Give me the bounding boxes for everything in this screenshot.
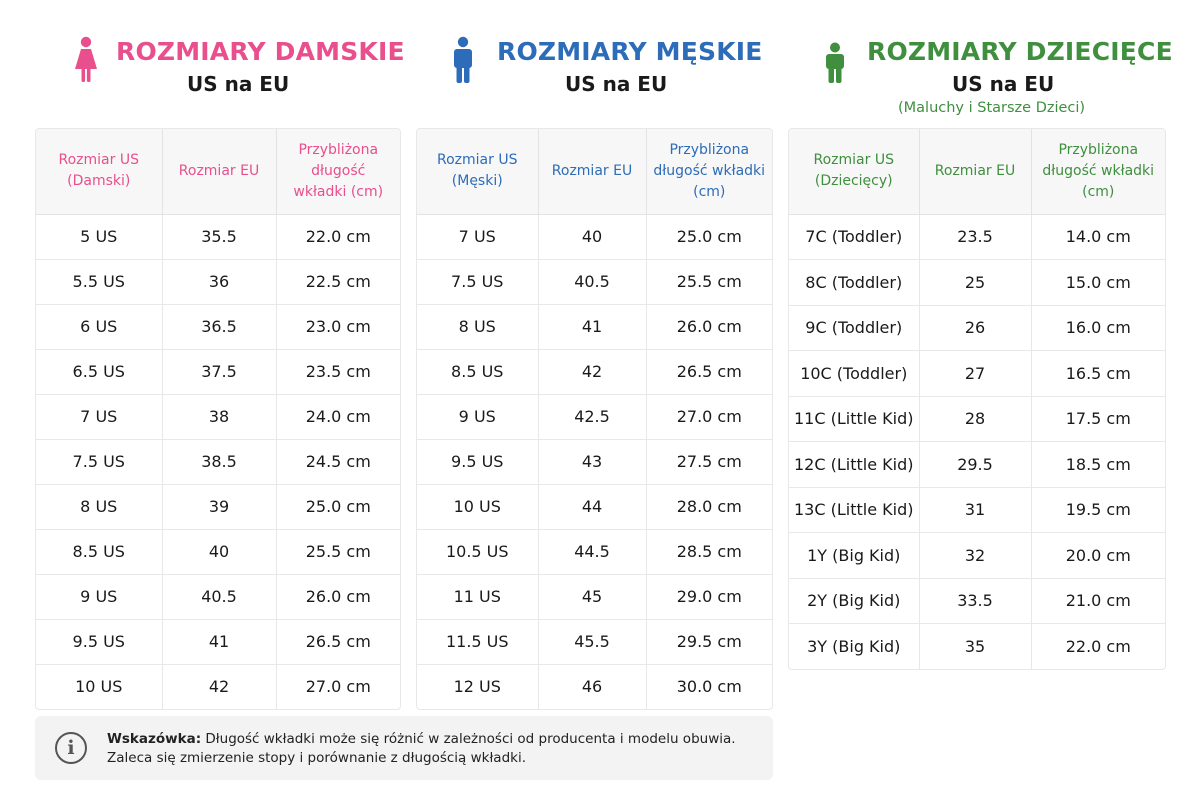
size-eu-cell: 27 <box>919 351 1031 397</box>
men-header <box>416 34 773 124</box>
size-eu-cell: 42.5 <box>538 394 646 439</box>
table-row <box>417 304 772 349</box>
table-row <box>417 484 772 529</box>
insole-length-cell: 28.0 cm <box>646 484 772 529</box>
size-eu-cell: 23.5 <box>919 214 1031 260</box>
child-icon <box>822 42 848 84</box>
table-row <box>36 259 400 304</box>
size-us-cell: 7.5 US <box>417 259 538 304</box>
table-row <box>417 529 772 574</box>
insole-length-cell: 26.5 cm <box>276 619 400 664</box>
insole-length-cell: 22.5 cm <box>276 259 400 304</box>
size-eu-cell: 31 <box>919 487 1031 533</box>
men-table <box>416 128 773 710</box>
insole-length-cell: 29.0 cm <box>646 574 772 619</box>
insole-length-cell: 23.0 cm <box>276 304 400 349</box>
size-eu-cell: 45 <box>538 574 646 619</box>
size-eu-cell: 36.5 <box>162 304 276 349</box>
table-row <box>417 439 772 484</box>
kids-subtitle: US na EU <box>952 72 1055 96</box>
men-subtitle: US na EU <box>565 72 668 96</box>
man-icon <box>450 36 476 84</box>
table-row <box>36 214 400 259</box>
table-row <box>36 349 400 394</box>
insole-length-cell: 26.0 cm <box>646 304 772 349</box>
table-row <box>789 624 1165 670</box>
men-col-eu: Rozmiar EU <box>538 129 646 214</box>
size-us-cell: 5.5 US <box>36 259 162 304</box>
size-us-cell: 9.5 US <box>36 619 162 664</box>
women-col-us: Rozmiar US (Damski) <box>36 129 162 214</box>
table-row <box>417 349 772 394</box>
size-us-cell: 11 US <box>417 574 538 619</box>
insole-length-cell: 25.5 cm <box>646 259 772 304</box>
kids-col-us: Rozmiar US (Dziecięcy) <box>789 129 919 214</box>
size-us-cell: 9C (Toddler) <box>789 305 919 351</box>
size-us-cell: 9.5 US <box>417 439 538 484</box>
size-eu-cell: 44.5 <box>538 529 646 574</box>
size-us-cell: 7.5 US <box>36 439 162 484</box>
size-eu-cell: 33.5 <box>919 578 1031 624</box>
women-col-eu: Rozmiar EU <box>162 129 276 214</box>
size-us-cell: 10.5 US <box>417 529 538 574</box>
men-col-us: Rozmiar US (Męski) <box>417 129 538 214</box>
table-row <box>789 305 1165 351</box>
table-row <box>417 619 772 664</box>
tip-label: Wskazówka: <box>107 731 202 747</box>
size-eu-cell: 38 <box>162 394 276 439</box>
table-row <box>417 664 772 709</box>
size-us-cell: 12 US <box>417 664 538 709</box>
size-eu-cell: 32 <box>919 533 1031 579</box>
insole-length-cell: 21.0 cm <box>1031 578 1165 624</box>
insole-length-cell: 29.5 cm <box>646 619 772 664</box>
size-eu-cell: 42 <box>162 664 276 709</box>
size-us-cell: 13C (Little Kid) <box>789 487 919 533</box>
insole-length-cell: 30.0 cm <box>676 677 742 697</box>
kids-table-header <box>789 129 1165 214</box>
size-us-cell: 11C (Little Kid) <box>789 396 919 442</box>
kids-header <box>788 34 1173 124</box>
kids-table <box>788 128 1166 670</box>
size-us-cell: 1Y (Big Kid) <box>789 533 919 579</box>
table-row <box>789 442 1165 488</box>
tip-box <box>35 716 773 780</box>
table-row <box>36 304 400 349</box>
size-us-cell: 8.5 US <box>417 349 538 394</box>
table-row <box>36 574 400 619</box>
insole-length-cell: 23.5 cm <box>276 349 400 394</box>
tip-line2: Zaleca się zmierzenie stopy i porównanie z długością wkładki. <box>107 750 527 766</box>
kids-col-eu: Rozmiar EU <box>919 129 1031 214</box>
table-row <box>36 619 400 664</box>
insole-length-cell: 26.0 cm <box>276 574 400 619</box>
table-row <box>789 260 1165 306</box>
men-title: ROZMIARY MĘSKIE <box>497 37 763 66</box>
women-table-header <box>36 129 400 214</box>
men-col-length: Przybliżona długość wkładki (cm) <box>646 129 772 214</box>
size-us-cell: 7 US <box>417 214 538 259</box>
insole-length-cell: 27.0 cm <box>305 677 371 697</box>
size-us-cell: 6.5 US <box>36 349 162 394</box>
table-row <box>789 396 1165 442</box>
insole-length-cell: 25.5 cm <box>276 529 400 574</box>
size-eu-cell: 42 <box>538 349 646 394</box>
size-eu-cell: 40 <box>538 214 646 259</box>
size-eu-cell: 41 <box>162 619 276 664</box>
size-us-cell: 10 US <box>417 484 538 529</box>
table-row <box>417 214 772 259</box>
size-eu-cell: 41 <box>538 304 646 349</box>
insole-length-cell: 25.0 cm <box>276 484 400 529</box>
size-us-cell: 6 US <box>36 304 162 349</box>
size-eu-cell: 29.5 <box>919 442 1031 488</box>
insole-length-cell: 19.5 cm <box>1031 487 1165 533</box>
insole-length-cell: 18.5 cm <box>1031 442 1165 488</box>
table-row <box>417 394 772 439</box>
insole-length-cell: 17.5 cm <box>1031 396 1165 442</box>
size-us-cell: 8 US <box>417 304 538 349</box>
size-eu-cell: 35.5 <box>162 214 276 259</box>
table-row <box>36 664 400 709</box>
table-row <box>36 394 400 439</box>
insole-length-cell: 22.0 cm <box>276 214 400 259</box>
size-eu-cell: 38.5 <box>162 439 276 484</box>
size-eu-cell: 40 <box>162 529 276 574</box>
size-us-cell: 10 US <box>36 664 162 709</box>
insole-length-cell: 27.5 cm <box>646 439 772 484</box>
table-row <box>417 259 772 304</box>
size-eu-cell: 36 <box>162 259 276 304</box>
table-row <box>789 214 1165 260</box>
women-header <box>35 34 405 124</box>
size-eu-cell: 37.5 <box>162 349 276 394</box>
kids-title: ROZMIARY DZIECIĘCE <box>867 37 1173 66</box>
size-eu-cell: 39 <box>162 484 276 529</box>
insole-length-cell: 27.0 cm <box>646 394 772 439</box>
size-us-cell: 8C (Toddler) <box>789 260 919 306</box>
women-subtitle: US na EU <box>187 72 290 96</box>
insole-length-cell: 24.5 cm <box>276 439 400 484</box>
table-row <box>789 487 1165 533</box>
insole-length-cell: 22.0 cm <box>1065 637 1131 656</box>
insole-length-cell: 14.0 cm <box>1031 214 1165 260</box>
insole-length-cell: 16.5 cm <box>1031 351 1165 397</box>
insole-length-cell: 16.0 cm <box>1031 305 1165 351</box>
info-icon: i <box>55 732 87 764</box>
size-us-cell: 5 US <box>36 214 162 259</box>
kids-col-length: Przybliżona długość wkładki (cm) <box>1031 129 1165 214</box>
size-us-cell: 10C (Toddler) <box>789 351 919 397</box>
size-us-cell: 7C (Toddler) <box>789 214 919 260</box>
size-eu-cell: 26 <box>919 305 1031 351</box>
insole-length-cell: 24.0 cm <box>276 394 400 439</box>
table-row <box>417 574 772 619</box>
size-us-cell: 8.5 US <box>36 529 162 574</box>
size-eu-cell: 35 <box>919 624 1031 670</box>
size-eu-cell: 43 <box>538 439 646 484</box>
insole-length-cell: 28.5 cm <box>646 529 772 574</box>
size-eu-cell: 25 <box>919 260 1031 306</box>
table-row <box>36 484 400 529</box>
size-eu-cell: 46 <box>538 664 646 709</box>
size-eu-cell: 44 <box>538 484 646 529</box>
size-us-cell: 9 US <box>36 574 162 619</box>
woman-icon <box>73 36 99 84</box>
size-us-cell: 3Y (Big Kid) <box>789 624 919 670</box>
insole-length-cell: 20.0 cm <box>1031 533 1165 579</box>
table-row <box>789 351 1165 397</box>
table-row <box>36 439 400 484</box>
size-eu-cell: 28 <box>919 396 1031 442</box>
insole-length-cell: 26.5 cm <box>646 349 772 394</box>
size-eu-cell: 45.5 <box>538 619 646 664</box>
size-us-cell: 9 US <box>417 394 538 439</box>
table-row <box>36 529 400 574</box>
table-row <box>789 578 1165 624</box>
men-table-header <box>417 129 772 214</box>
women-table <box>35 128 401 710</box>
size-eu-cell: 40.5 <box>538 259 646 304</box>
size-us-cell: 12C (Little Kid) <box>789 442 919 488</box>
size-us-cell: 8 US <box>36 484 162 529</box>
women-title: ROZMIARY DAMSKIE <box>116 37 405 66</box>
size-us-cell: 2Y (Big Kid) <box>789 578 919 624</box>
table-row <box>789 533 1165 579</box>
insole-length-cell: 25.0 cm <box>646 214 772 259</box>
kids-note: (Maluchy i Starsze Dzieci) <box>898 100 1086 116</box>
size-us-cell: 11.5 US <box>417 619 538 664</box>
women-col-length: Przybliżona długość wkładki (cm) <box>276 129 400 214</box>
size-eu-cell: 40.5 <box>162 574 276 619</box>
tip-line1: Długość wkładki może się różnić w zależności od producenta i modelu obuwia. <box>205 731 736 747</box>
insole-length-cell: 15.0 cm <box>1031 260 1165 306</box>
size-us-cell: 7 US <box>36 394 162 439</box>
tip-text <box>107 730 767 768</box>
